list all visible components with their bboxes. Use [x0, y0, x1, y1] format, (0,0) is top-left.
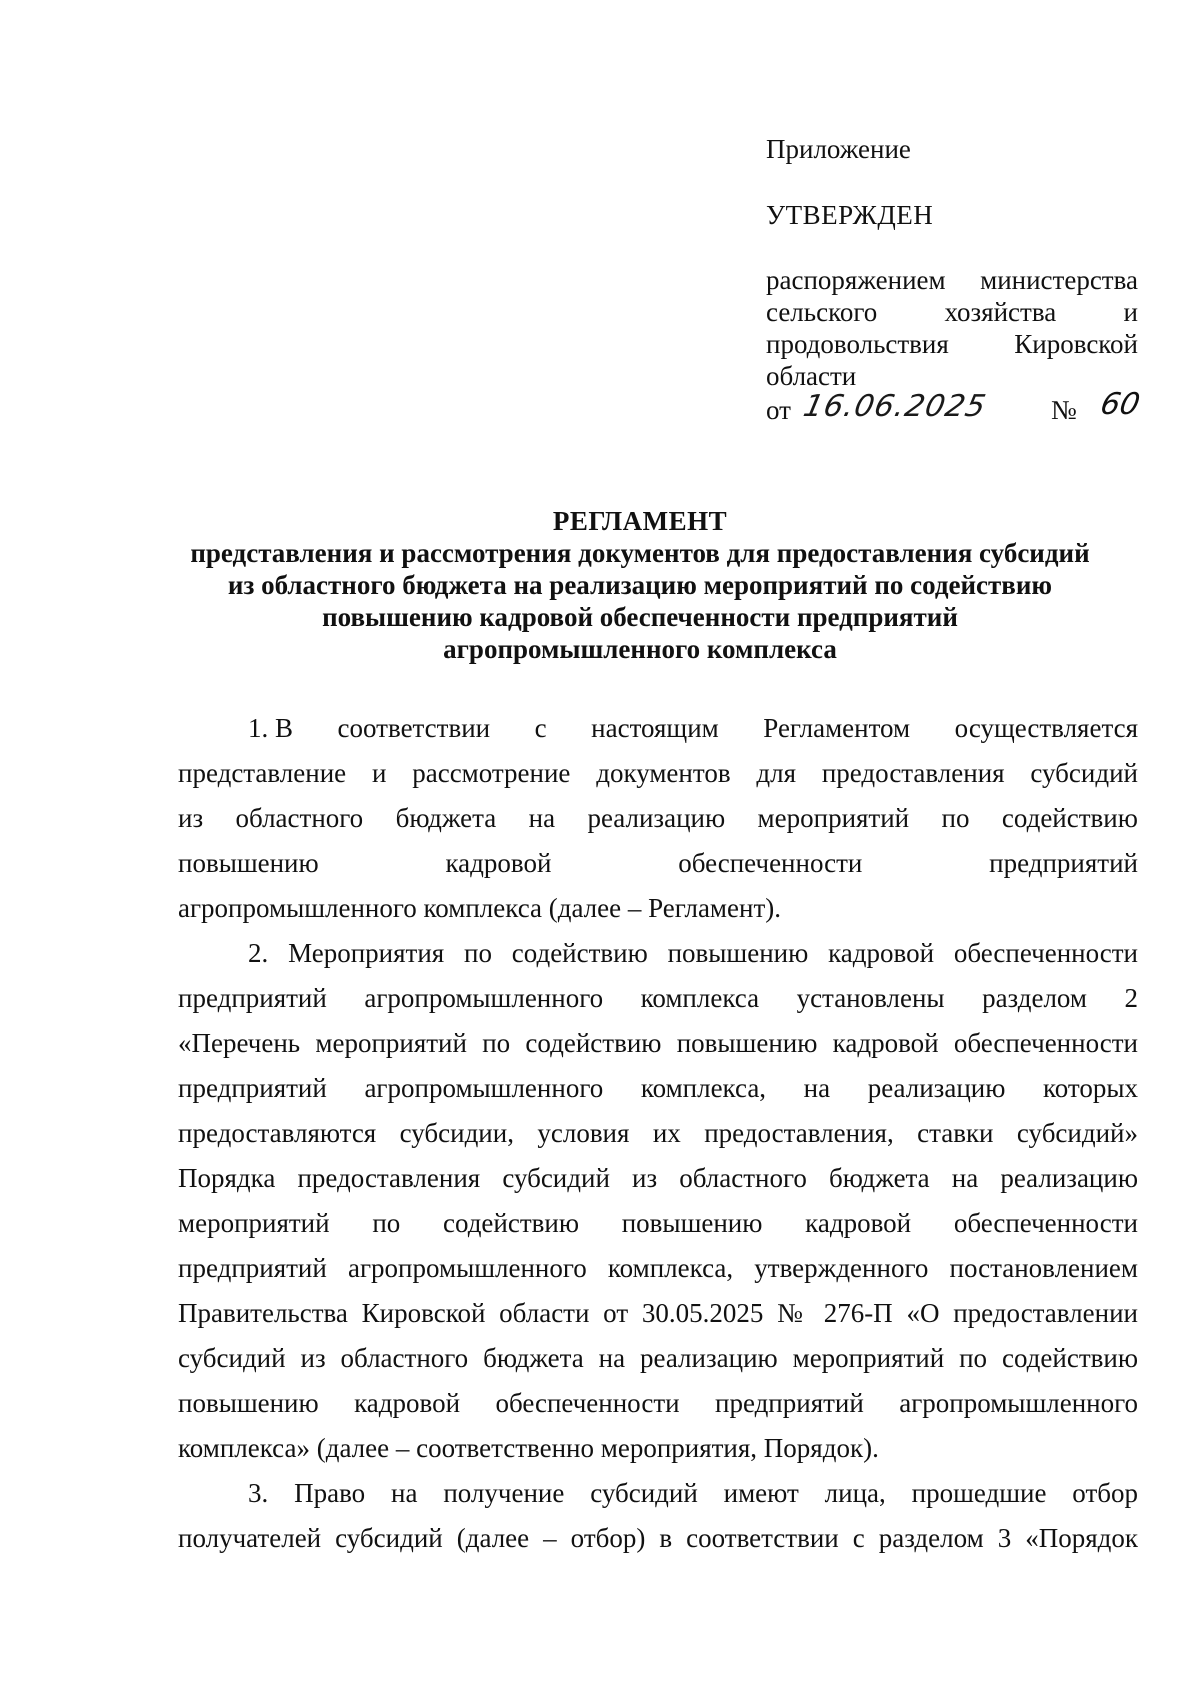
title-subtitle-line: представления и рассмотрения документов для предоставления субсидий — [190, 538, 1090, 568]
title-subtitle-line: из областного бюджета на реализацию мероприятий по содействию — [227, 570, 1053, 600]
issuer-line: продовольствия Кировской — [766, 329, 1138, 359]
word: настоящим — [591, 713, 719, 743]
word: субсидий — [1030, 758, 1138, 788]
word: кадровой — [445, 848, 552, 878]
issuer-line: сельского хозяйства и — [766, 297, 1138, 327]
text-line: Порядка предоставления субсидий из областного бюджета на реализацию — [178, 1163, 1138, 1193]
issuer-block — [766, 264, 1138, 392]
word: кадровой — [805, 1208, 912, 1238]
issuer-line: распоряжением министерства — [766, 265, 1138, 295]
word: областного — [235, 803, 364, 833]
text-line — [178, 796, 1138, 841]
word: по — [372, 1208, 401, 1238]
word: содействию — [1001, 803, 1138, 833]
word: для — [756, 758, 797, 788]
word: рассмотрение — [412, 758, 571, 788]
word: обеспеченности — [678, 848, 863, 878]
text-line: Правительства Кировской области от 30.05.2025 № 276-П «О предоставлении — [178, 1298, 1138, 1328]
text-line — [178, 1201, 1138, 1246]
word: предприятий — [989, 848, 1138, 878]
word: предоставления — [821, 758, 1005, 788]
document-body — [178, 706, 1138, 1561]
text-line — [178, 751, 1138, 796]
text-line: 2. Мероприятия по содействию повышению кадровой обеспеченности — [248, 938, 1138, 968]
text-line: субсидий из областного бюджета на реализацию мероприятий по содействию — [178, 1343, 1138, 1373]
text-line: предоставляются субсидии, условия их предоставления, ставки субсидий» — [178, 1118, 1138, 1148]
word: с — [534, 713, 547, 743]
text-line: агропромышленного комплекса (далее – Регламент). — [178, 893, 781, 923]
title-subtitle-line: повышению кадровой обеспеченности предприятий — [322, 602, 958, 632]
word: из — [178, 803, 204, 833]
text-line: предприятий агропромышленного комплекса, на реализацию которых — [178, 1073, 1138, 1103]
handwritten-number: 60 — [1097, 387, 1143, 422]
text-line — [178, 841, 1138, 886]
word: повышению — [178, 848, 319, 878]
word: 1. В — [248, 713, 294, 743]
word: осуществляется — [954, 713, 1138, 743]
word: реализацию — [587, 803, 726, 833]
paragraph — [178, 706, 1138, 931]
word: бюджета — [395, 803, 497, 833]
text-line: «Перечень мероприятий по содействию повышению кадровой обеспеченности — [178, 1028, 1138, 1058]
title-subtitle-line: агропромышленного комплекса — [443, 634, 837, 664]
handwritten-date: 16.06.2025 — [800, 389, 990, 424]
text-line: повышению кадровой обеспеченности предприятий агропромышленного — [178, 1388, 1138, 1418]
text-line: комплекса» (далее – соответственно мероприятия, Порядок). — [178, 1433, 879, 1463]
text-line — [178, 706, 1138, 751]
word: мероприятий — [178, 1208, 330, 1238]
word: на — [528, 803, 556, 833]
date-prefix: от — [766, 395, 791, 425]
word: Регламентом — [763, 713, 911, 743]
title-main: РЕГЛАМЕНТ — [552, 506, 728, 536]
issuer-line: области — [766, 361, 857, 391]
word: по — [941, 803, 970, 833]
date-number-line — [766, 387, 1143, 433]
word: обеспеченности — [953, 1208, 1138, 1238]
word: мероприятий — [757, 803, 910, 833]
text-line: получателей субсидий (далее – отбор) в соответствии с разделом 3 «Порядок — [178, 1523, 1138, 1553]
text-line: предприятий агропромышленного комплекса, утвержденного постановлением — [178, 1253, 1138, 1283]
paragraph — [178, 931, 1138, 1471]
word: соответствии — [337, 713, 491, 743]
number-prefix: № — [1051, 395, 1077, 425]
word: повышению — [621, 1208, 763, 1238]
approval-stamp-label: УТВЕРЖДЕН — [766, 200, 934, 230]
appendix-label: Приложение — [766, 134, 911, 164]
word: содействию — [442, 1208, 580, 1238]
text-line: предприятий агропромышленного комплекса установлены разделом 2 — [178, 983, 1138, 1013]
word: и — [371, 758, 387, 788]
word: документов — [596, 758, 731, 788]
document-title — [160, 505, 1120, 665]
paragraph — [178, 1471, 1138, 1561]
text-line: 3. Право на получение субсидий имеют лица, прошедшие отбор — [248, 1478, 1138, 1508]
word: представление — [178, 758, 347, 788]
